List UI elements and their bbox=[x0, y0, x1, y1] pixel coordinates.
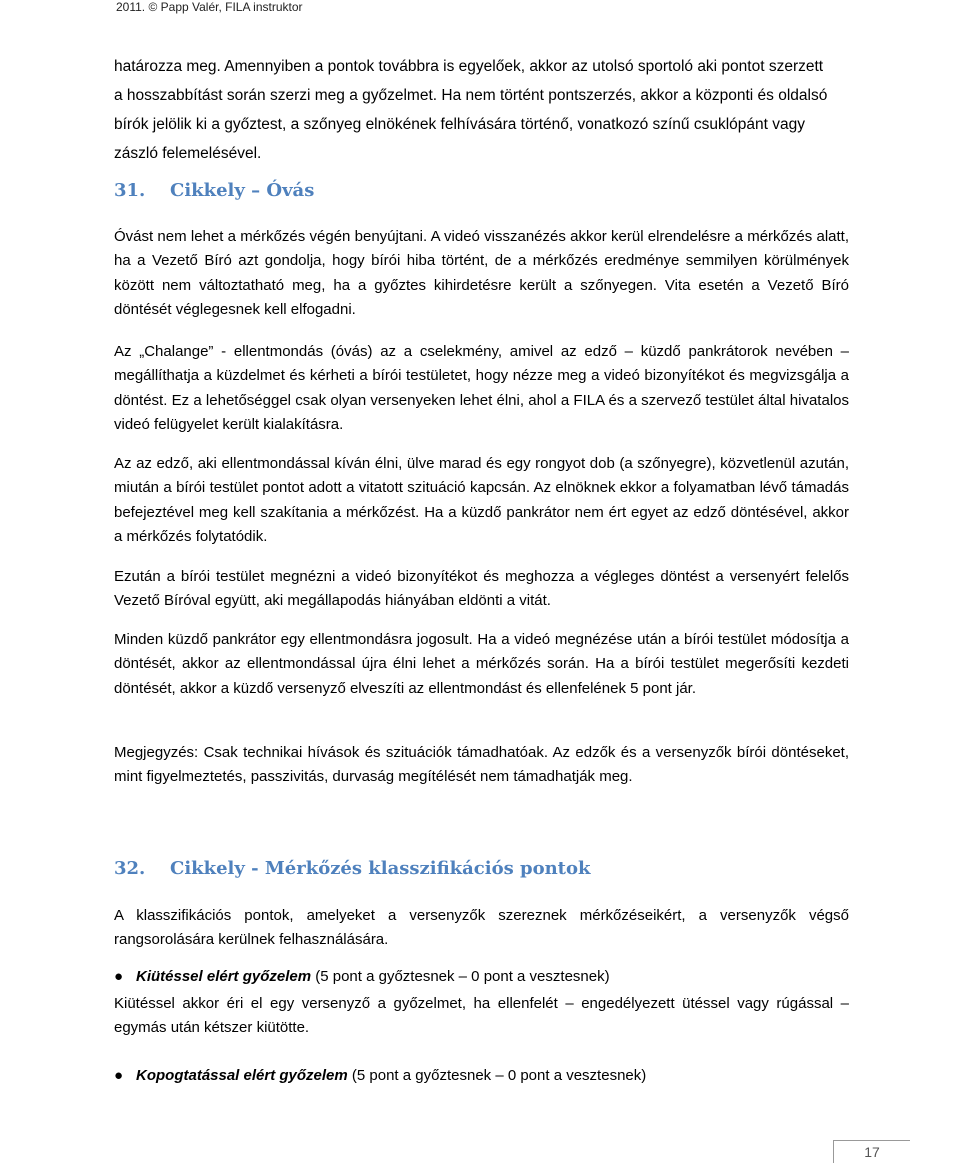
section-31-body bbox=[114, 225, 849, 323]
bullet-bold: Kopogtatással elért győzelem bbox=[136, 1067, 348, 1084]
section-31-body-3 bbox=[114, 452, 849, 550]
paragraph: Kiütéssel akkor éri el egy versenyző a győzelmet, ha ellenfelét – engedélyezett ütéssel vagy rúgással – egymás után kétszer kiütötte. bbox=[114, 995, 849, 1037]
paragraph: Az az edző, aki ellentmondással kíván élni, ülve marad és egy rongyot dob (a szőnyegre), közvetlenül azután, miután a bírói testület pontot adott a vitatott szituáció kapcsán. Az elnöknek ekkor a folyamatban lévő támadás befejeztével meg kell szakítania a mérkőzést. Ha a küzdő pankrátor nem ért egyet az edző döntésével, akkor a mérkőzés folytatódik. bbox=[114, 455, 849, 546]
section-number: 31. bbox=[114, 180, 146, 201]
paragraph: Ezután a bírói testület megnézni a videó bizonyítékot és meghozza a végleges döntést a versenyért felelős Vezető Bíróval együtt, aki megállapodás hiányában eldönti a vitát. bbox=[114, 568, 849, 610]
section-32-heading bbox=[114, 858, 590, 879]
page-number: 17 bbox=[833, 1140, 910, 1163]
section-31-body-5 bbox=[114, 628, 849, 701]
section-32-body bbox=[114, 904, 849, 953]
paragraph: Óvást nem lehet a mérkőzés végén benyújtani. A videó visszanézés akkor kerül elrendelésre a mérkőzés alatt, ha a Vezető Bíró azt gondolja, hogy bírói hiba történt, de a mérkőzés eredménye semmilyen körülmények között nem változtatható meg, ha a győztes kihirdetésre került a szőnyegen. Vita esetén a Vezető Bíró döntését véglegesnek kell elfogadni. bbox=[114, 228, 849, 319]
paragraph: Az „Chalange” - ellentmondás (óvás) az a cselekmény, amivel az edző – küzdő pankrátorok nevében – megállíthatja a küzdelmet és kérheti a bírói testületet, hogy nézze meg a videó bizonyítékot és megvizsgálja a döntést. Ez a lehetőséggel csak olyan versenyeken lehet élni, ahol a FILA és a szervező testület által hivatalos videó felügyelet került kialakításra. bbox=[114, 343, 849, 434]
paragraph: Megjegyzés: Csak technikai hívások és szituációk támadhatóak. Az edzők és a versenyzők bírói döntéseket, mint figyelmeztetés, passzivitás, durvaság megítélését nem támadhatják meg. bbox=[114, 744, 849, 786]
page-header: 2011. © Papp Valér, FILA instruktor bbox=[116, 0, 303, 14]
section-title: Cikkely - Mérkőzés klasszifikációs pontok bbox=[170, 858, 591, 879]
bullet-icon: ● bbox=[114, 1067, 124, 1084]
paragraph: A klasszifikációs pontok, amelyeket a versenyzők szereznek mérkőzéseikért, a versenyzők végső rangsorolására kerülnek felhasználására. bbox=[114, 907, 849, 949]
section-title: Cikkely – Óvás bbox=[170, 180, 315, 201]
intro-line: határozza meg. Amennyiben a pontok továbbra is egyelőek, akkor az utolsó sportoló aki pontot szerzett bbox=[114, 58, 824, 75]
intro-paragraph bbox=[114, 52, 849, 168]
intro-line: zászló felemelésével. bbox=[114, 145, 262, 162]
bullet-bold: Kiütéssel elért győzelem bbox=[136, 968, 312, 985]
section-31-body-6 bbox=[114, 741, 849, 790]
paragraph: Minden küzdő pankrátor egy ellentmondásra jogosult. Ha a videó megnézése után a bírói testület módosítja a döntését, akkor az ellentmondással újra élni lehet a mérkőzés során. Ha a bírói testület megerősíti kezdeti döntését, akkor a küzdő versenyző elveszíti az ellentmondást és ellenfelének 5 pont jár. bbox=[114, 631, 849, 697]
section-31-heading bbox=[114, 180, 314, 201]
section-31-body-4 bbox=[114, 565, 849, 614]
section-number: 32. bbox=[114, 858, 146, 879]
section-31-body-2 bbox=[114, 340, 849, 438]
intro-line: a hosszabbítást során szerzi meg a győzelmet. Ha nem történt pontszerzés, akkor a központi és oldalsó bbox=[114, 87, 828, 104]
bullet-description bbox=[114, 992, 849, 1041]
bullet-icon: ● bbox=[114, 968, 124, 985]
bullet-rest: (5 pont a győztesnek – 0 pont a vesztesnek) bbox=[311, 968, 610, 985]
bullet-item bbox=[114, 968, 610, 985]
intro-line: bírók jelölik ki a győztest, a szőnyeg elnökének felhívására történő, vonatkozó színű csuklópánt vagy bbox=[114, 116, 805, 133]
bullet-item bbox=[114, 1067, 646, 1084]
bullet-rest: (5 pont a győztesnek – 0 pont a vesztesnek) bbox=[347, 1067, 647, 1084]
